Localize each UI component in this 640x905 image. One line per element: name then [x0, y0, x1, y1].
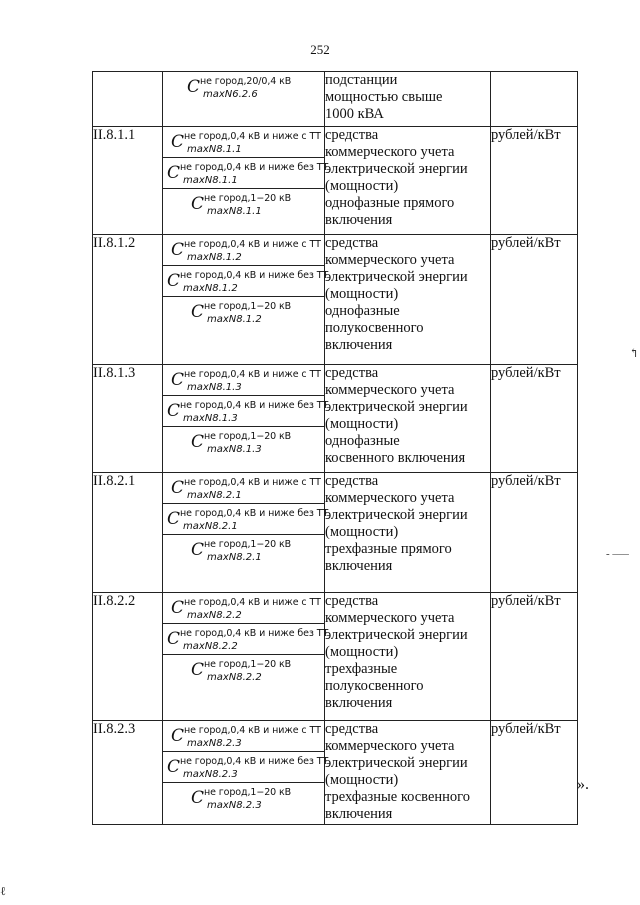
rate-symbols — [163, 593, 329, 721]
description-line: включения — [325, 806, 393, 822]
item-code — [93, 72, 163, 127]
description-line: трехфазные косвенного — [325, 789, 470, 805]
rate-symbol-superscript: не город,0,4 кВ и ниже без ТТ — [180, 508, 329, 519]
rate-symbol-superscript: не город,0,4 кВ и ниже с ТТ — [184, 477, 321, 488]
rate-symbol-superscript: не город,1−20 кВ — [204, 539, 292, 550]
rate-symbol — [163, 158, 329, 189]
description-line: полукосвенного — [325, 320, 424, 336]
description-line: коммерческого учета — [325, 252, 455, 268]
description-line: средства — [325, 365, 379, 381]
rate-symbol — [163, 266, 329, 297]
margin-scan-mark: ↰ — [629, 346, 640, 360]
rate-symbol-subscript: maxN8.2.2 — [183, 641, 238, 652]
unit-of-measure: рублей/кВт — [491, 127, 578, 235]
rate-symbol-superscript: не город,1−20 кВ — [204, 431, 292, 442]
item-description — [325, 235, 491, 365]
rate-symbol — [163, 783, 324, 813]
description-line: средства — [325, 593, 379, 609]
rate-symbols — [163, 235, 329, 365]
item-code: II.8.1.1 — [93, 127, 163, 235]
description-line: коммерческого учета — [325, 738, 455, 754]
rate-symbol-letter: C — [167, 271, 181, 291]
item-description — [325, 127, 491, 235]
description-line: включения — [325, 558, 393, 574]
rate-symbol-subscript: maxN8.1.2 — [183, 283, 238, 294]
description-line: электрической энергии — [325, 627, 468, 643]
rate-symbol — [163, 721, 324, 752]
table-row — [93, 235, 578, 365]
rate-symbol-superscript: не город,0,4 кВ и ниже с ТТ — [184, 239, 321, 250]
rate-symbol-superscript: не город,0,4 кВ и ниже без ТТ — [180, 162, 329, 173]
description-line: трехфазные — [325, 661, 398, 677]
description-line: 1000 кВА — [325, 106, 384, 122]
description-line: средства — [325, 721, 379, 737]
tariff-table-body — [93, 72, 578, 825]
description-line: электрической энергии — [325, 507, 468, 523]
rate-symbol-subscript: maxN8.2.1 — [187, 490, 242, 501]
description-line: косвенного включения — [325, 450, 466, 466]
rate-symbol-subscript: maxN8.2.3 — [207, 800, 262, 811]
rate-symbol-letter: C — [191, 540, 205, 560]
rate-symbol-letter: C — [167, 163, 181, 183]
rate-symbol-subscript: maxN8.1.3 — [207, 444, 262, 455]
description-line: средства — [325, 473, 379, 489]
description-line: мощностью свыше — [325, 89, 443, 105]
description-line: (мощности) — [325, 524, 399, 540]
rate-symbol-superscript: не город,1−20 кВ — [204, 787, 292, 798]
item-code: II.8.2.2 — [93, 593, 163, 721]
item-description — [325, 473, 491, 593]
rate-symbol — [163, 504, 329, 535]
rate-symbol-subscript: maxN8.1.2 — [187, 252, 242, 263]
rate-symbol-superscript: не город,0,4 кВ и ниже с ТТ — [184, 725, 321, 736]
rate-symbol-letter: C — [167, 629, 181, 649]
rate-symbol — [163, 655, 324, 685]
description-line: электрической энергии — [325, 269, 468, 285]
rate-symbol — [163, 365, 324, 396]
unit-of-measure: рублей/кВт — [491, 593, 578, 721]
rate-symbol-superscript: не город,0,4 кВ и ниже с ТТ — [184, 597, 321, 608]
rate-symbol-letter: C — [191, 660, 205, 680]
rate-symbol-letter: C — [171, 598, 185, 618]
rate-symbol-letter: C — [171, 370, 185, 390]
rate-symbol-letter: C — [171, 478, 185, 498]
rate-symbol — [163, 72, 324, 102]
table-row — [93, 593, 578, 721]
item-description — [325, 721, 491, 825]
description-line: электрической энергии — [325, 161, 468, 177]
rate-symbol-letter: C — [187, 77, 201, 97]
rate-symbol — [163, 752, 329, 783]
rate-symbols — [163, 365, 329, 473]
description-line: однофазные — [325, 303, 400, 319]
rate-symbol-letter: C — [171, 240, 185, 260]
rate-symbol-subscript: maxN8.2.2 — [187, 610, 242, 621]
rate-symbol-superscript: не город,0,4 кВ и ниже без ТТ — [180, 628, 329, 639]
rate-symbol-letter: C — [191, 194, 205, 214]
rate-symbol-superscript: не город,20/0,4 кВ — [200, 76, 292, 87]
description-line: включения — [325, 337, 393, 353]
description-line: трехфазные прямого — [325, 541, 452, 557]
rate-symbol — [163, 473, 324, 504]
rate-symbol-subscript: maxN8.1.1 — [207, 206, 262, 217]
description-line: (мощности) — [325, 772, 399, 788]
rate-symbol-superscript: не город,0,4 кВ и ниже с ТТ — [184, 131, 321, 142]
table-row — [93, 365, 578, 473]
description-line: включения — [325, 695, 393, 711]
rate-symbol-subscript: maxN8.1.1 — [187, 144, 242, 155]
rate-symbols — [163, 127, 329, 235]
item-description — [325, 593, 491, 721]
rate-symbol — [163, 235, 324, 266]
description-line: электрической энергии — [325, 755, 468, 771]
rate-symbol-subscript: maxN8.2.1 — [183, 521, 238, 532]
table-row — [93, 473, 578, 593]
rate-symbol — [163, 396, 329, 427]
rate-symbol-superscript: не город,0,4 кВ и ниже без ТТ — [180, 400, 329, 411]
page-number: 252 — [310, 42, 330, 57]
rate-symbol-letter: C — [171, 132, 185, 152]
margin-dash-mark: - ––– — [606, 548, 629, 560]
rate-symbol-superscript: не город,0,4 кВ и ниже без ТТ — [180, 756, 329, 767]
description-line: коммерческого учета — [325, 490, 455, 506]
rate-symbol-subscript: maxN6.2.6 — [203, 89, 258, 100]
rate-symbol-subscript: maxN8.1.3 — [183, 413, 238, 424]
rate-symbol-superscript: не город,1−20 кВ — [204, 301, 292, 312]
unit-of-measure — [491, 72, 578, 127]
item-code: II.8.2.1 — [93, 473, 163, 593]
rate-symbol-subscript: maxN8.2.2 — [207, 672, 262, 683]
rate-symbol-letter: C — [191, 302, 205, 322]
rate-symbol-subscript: maxN8.1.2 — [207, 314, 262, 325]
rate-symbol — [163, 297, 324, 327]
unit-of-measure: рублей/кВт — [491, 473, 578, 593]
description-line: средства — [325, 127, 379, 143]
description-line: коммерческого учета — [325, 382, 455, 398]
rate-symbol-subscript: maxN8.1.1 — [183, 175, 238, 186]
rate-symbol-letter: C — [167, 509, 181, 529]
table-row — [93, 127, 578, 235]
description-line: (мощности) — [325, 416, 399, 432]
rate-symbol-subscript: maxN8.2.3 — [187, 738, 242, 749]
description-line: включения — [325, 212, 393, 228]
unit-of-measure: рублей/кВт — [491, 721, 578, 825]
description-line: коммерческого учета — [325, 144, 455, 160]
item-description — [325, 365, 491, 473]
rate-symbols — [163, 721, 329, 825]
rate-symbol — [163, 593, 324, 624]
rate-symbol-letter: C — [191, 788, 205, 808]
rate-symbol-subscript: maxN8.2.1 — [207, 552, 262, 563]
description-line: электрической энергии — [325, 399, 468, 415]
tariff-table — [92, 71, 578, 825]
rate-symbol-superscript: не город,0,4 кВ и ниже без ТТ — [180, 270, 329, 281]
rate-symbol — [163, 127, 324, 158]
item-code: II.8.1.2 — [93, 235, 163, 365]
rate-symbols — [163, 72, 325, 127]
description-line: (мощности) — [325, 286, 399, 302]
item-code: II.8.2.3 — [93, 721, 163, 825]
rate-symbol — [163, 427, 324, 457]
rate-symbol-letter: C — [191, 432, 205, 452]
rate-symbol — [163, 535, 324, 565]
rate-symbol-letter: C — [167, 757, 181, 777]
unit-of-measure: рублей/кВт — [491, 235, 578, 365]
item-description — [325, 72, 491, 127]
table-row — [93, 721, 578, 825]
description-line: полукосвенного — [325, 678, 424, 694]
rate-symbol-superscript: не город,1−20 кВ — [204, 659, 292, 670]
description-line: коммерческого учета — [325, 610, 455, 626]
unit-of-measure: рублей/кВт — [491, 365, 578, 473]
description-line: подстанции — [325, 72, 398, 88]
rate-symbol — [163, 189, 324, 219]
description-line: однофазные — [325, 433, 400, 449]
item-code: II.8.1.3 — [93, 365, 163, 473]
table-row — [93, 72, 578, 127]
corner-scan-mark: ℓ — [0, 884, 6, 898]
description-line: однофазные прямого — [325, 195, 455, 211]
description-line: (мощности) — [325, 178, 399, 194]
closing-quote: ». — [577, 776, 589, 793]
description-line: (мощности) — [325, 644, 399, 660]
rate-symbol-subscript: maxN8.1.3 — [187, 382, 242, 393]
rate-symbol — [163, 624, 329, 655]
description-line: средства — [325, 235, 379, 251]
rate-symbols — [163, 473, 329, 593]
rate-symbol-subscript: maxN8.2.3 — [183, 769, 238, 780]
rate-symbol-letter: C — [171, 726, 185, 746]
rate-symbol-letter: C — [167, 401, 181, 421]
rate-symbol-superscript: не город,0,4 кВ и ниже с ТТ — [184, 369, 321, 380]
rate-symbol-superscript: не город,1−20 кВ — [204, 193, 292, 204]
